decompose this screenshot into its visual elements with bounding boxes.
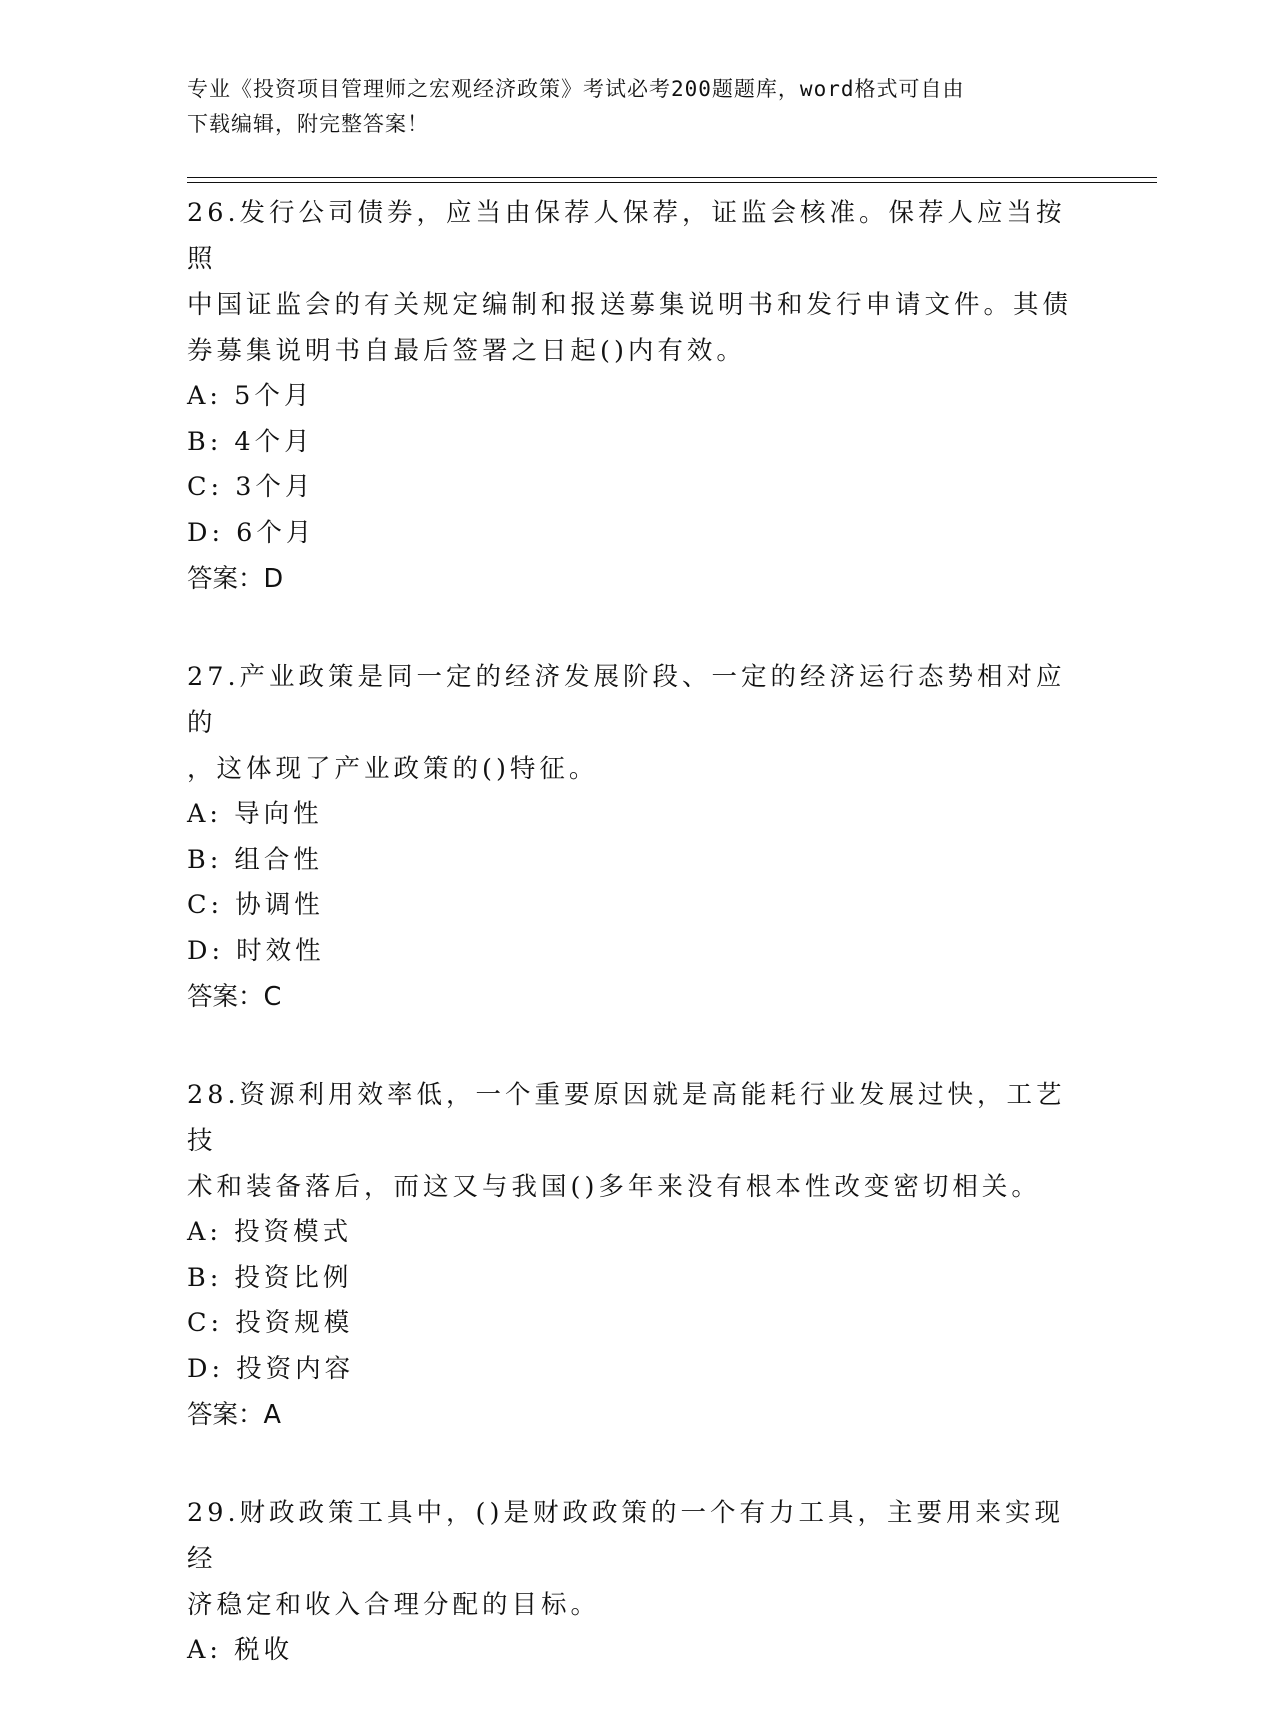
question-text-line: 术和装备落后，而这又与我国()多年来没有根本性改变密切相关。 [187,1172,1041,1202]
option-a: A: 5个月 [187,381,314,411]
question-text-line: 中国证监会的有关规定编制和报送募集说明书和发行申请文件。其债 [187,290,1073,320]
header-divider-bottom [187,182,1157,183]
option-c: C: 3个月 [187,472,315,502]
document-header [187,72,1087,142]
header-line-1: 专业《投资项目管理师之宏观经济政策》考试必考200题题库，word格式可自由 [187,77,965,101]
option-c: C: 投资规模 [187,1308,354,1338]
question-27 [187,654,1087,1020]
option-a: A: 税收 [187,1635,294,1665]
question-text-line: 27.产业政策是同一定的经济发展阶段、一定的经济运行态势相对应的 [187,662,1066,738]
option-b: B: 4个月 [187,426,314,457]
header-divider-top [187,177,1157,178]
option-c: C: 协调性 [187,890,324,920]
question-text-line: 28.资源利用效率低，一个重要原因就是高能耗行业发展过快，工艺技 [187,1080,1066,1156]
question-list [187,190,1087,1726]
question-29 [187,1490,1087,1674]
question-text-line: 券募集说明书自最后签署之日起()内有效。 [187,336,746,366]
question-28 [187,1072,1087,1438]
option-b: B: 组合性 [187,844,323,875]
option-d: D: 投资内容 [187,1353,355,1384]
option-d: D: 6个月 [187,517,316,548]
answer: 答案：A [187,1400,281,1430]
option-a: A: 导向性 [187,799,323,829]
answer: 答案：C [187,982,282,1012]
question-text-line: 29.财政政策工具中，()是财政政策的一个有力工具，主要用来实现经 [187,1498,1064,1574]
question-text-line: 济稳定和收入合理分配的目标。 [187,1590,601,1620]
question-text-line: 26.发行公司债券，应当由保荐人保荐，证监会核准。保荐人应当按照 [187,198,1066,274]
answer: 答案：D [187,564,284,594]
option-d: D: 时效性 [187,935,325,966]
option-a: A: 投资模式 [187,1217,353,1247]
option-b: B: 投资比例 [187,1262,353,1293]
question-26 [187,190,1087,602]
question-text-line: ，这体现了产业政策的()特征。 [187,754,599,784]
header-line-2: 下载编辑，附完整答案！ [187,112,429,136]
